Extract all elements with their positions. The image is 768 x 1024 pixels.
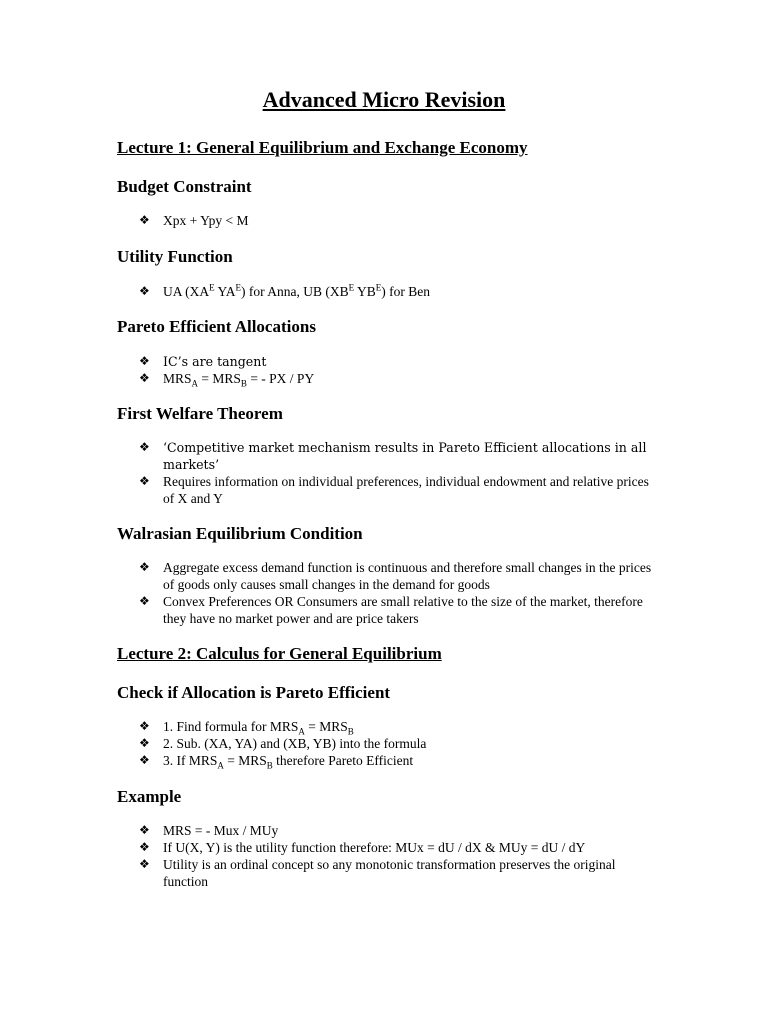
list-item: ❖ 2. Sub. (XA, YA) and (XB, YB) into the formula: [139, 736, 427, 751]
example-list: [0, 822, 768, 890]
budget-constraint-list: [0, 212, 768, 229]
list-item: ❖ UA ($XA^E$ $YA^E$) for Anna, UB ($XB^E$ $YB^E$) for Ben: [139, 282, 431, 299]
lecture-1-heading: Lecture 1: General Equilibrium and Exchange Economy: [117, 138, 528, 157]
diamond-bullet-icon: ❖: [139, 284, 150, 298]
diamond-bullet-icon: ❖: [139, 736, 150, 750]
first-welfare-theorem-heading: First Welfare Theorem: [117, 404, 283, 423]
example-heading: Example: [117, 787, 182, 806]
lecture-2-heading: Lecture 2: Calculus for General Equilibrium: [117, 644, 442, 663]
list-item: ❖ 3. If $MRS_A = MRS_B$ therefore Pareto Efficient: [139, 753, 414, 771]
diamond-bullet-icon: ❖: [139, 840, 150, 854]
first-welfare-theorem-list: [0, 439, 768, 507]
list-item: ❖ If U(X, Y) is the utility function therefore: MUx = dU / dX & MUy = dU / dY: [139, 840, 586, 855]
list-item: ❖ Xpx + Ypy < M: [139, 213, 249, 228]
walrasian-equilibrium-heading: Walrasian Equilibrium Condition: [117, 524, 363, 543]
list-item: ❖ IC’s are tangent: [139, 354, 267, 369]
list-item: ❖ MRS = - Mux / MUy: [139, 823, 279, 838]
list-item: ❖ Requires information on individual preferences, individual endowment and relative prices of X and Y: [139, 474, 649, 506]
list-item: ❖ Aggregate excess demand function is continuous and therefore small changes in the prices of goods only causes small changes in the demand for goods: [139, 560, 652, 592]
utility-function-heading: Utility Function: [117, 247, 233, 266]
utility-function-list: [0, 283, 768, 300]
diamond-bullet-icon: ❖: [139, 354, 150, 368]
diamond-bullet-icon: ❖: [139, 474, 150, 488]
check-allocation-list: [0, 718, 768, 769]
diamond-bullet-icon: ❖: [139, 857, 150, 871]
diamond-bullet-icon: ❖: [139, 560, 150, 574]
budget-constraint-heading: Budget Constraint: [117, 177, 252, 196]
document-title: Advanced Micro Revision: [262, 87, 506, 112]
diamond-bullet-icon: ❖: [139, 753, 150, 767]
list-item: ❖ 1. Find formula for $MRS_A = MRS_B$: [139, 719, 354, 737]
list-item: ❖ $MRS_A = MRS_B$ = - PX / PY: [139, 371, 315, 389]
list-item: ❖ ‘Competitive market mechanism results in Pareto Efficient allocations in all markets’: [139, 440, 647, 472]
pareto-efficient-heading: Pareto Efficient Allocations: [117, 317, 316, 336]
walrasian-equilibrium-list: [0, 559, 768, 627]
diamond-bullet-icon: ❖: [139, 371, 150, 385]
diamond-bullet-icon: ❖: [139, 213, 150, 227]
diamond-bullet-icon: ❖: [139, 719, 150, 733]
list-item: ❖ Utility is an ordinal concept so any monotonic transformation preserves the original function: [139, 857, 616, 889]
check-allocation-heading: Check if Allocation is Pareto Efficient: [117, 683, 391, 702]
diamond-bullet-icon: ❖: [139, 594, 150, 608]
diamond-bullet-icon: ❖: [139, 823, 150, 837]
list-item: ❖ Convex Preferences OR Consumers are small relative to the size of the market, therefore they have no market power and are price takers: [139, 594, 643, 626]
diamond-bullet-icon: ❖: [139, 440, 150, 454]
pareto-efficient-list: [0, 353, 768, 387]
